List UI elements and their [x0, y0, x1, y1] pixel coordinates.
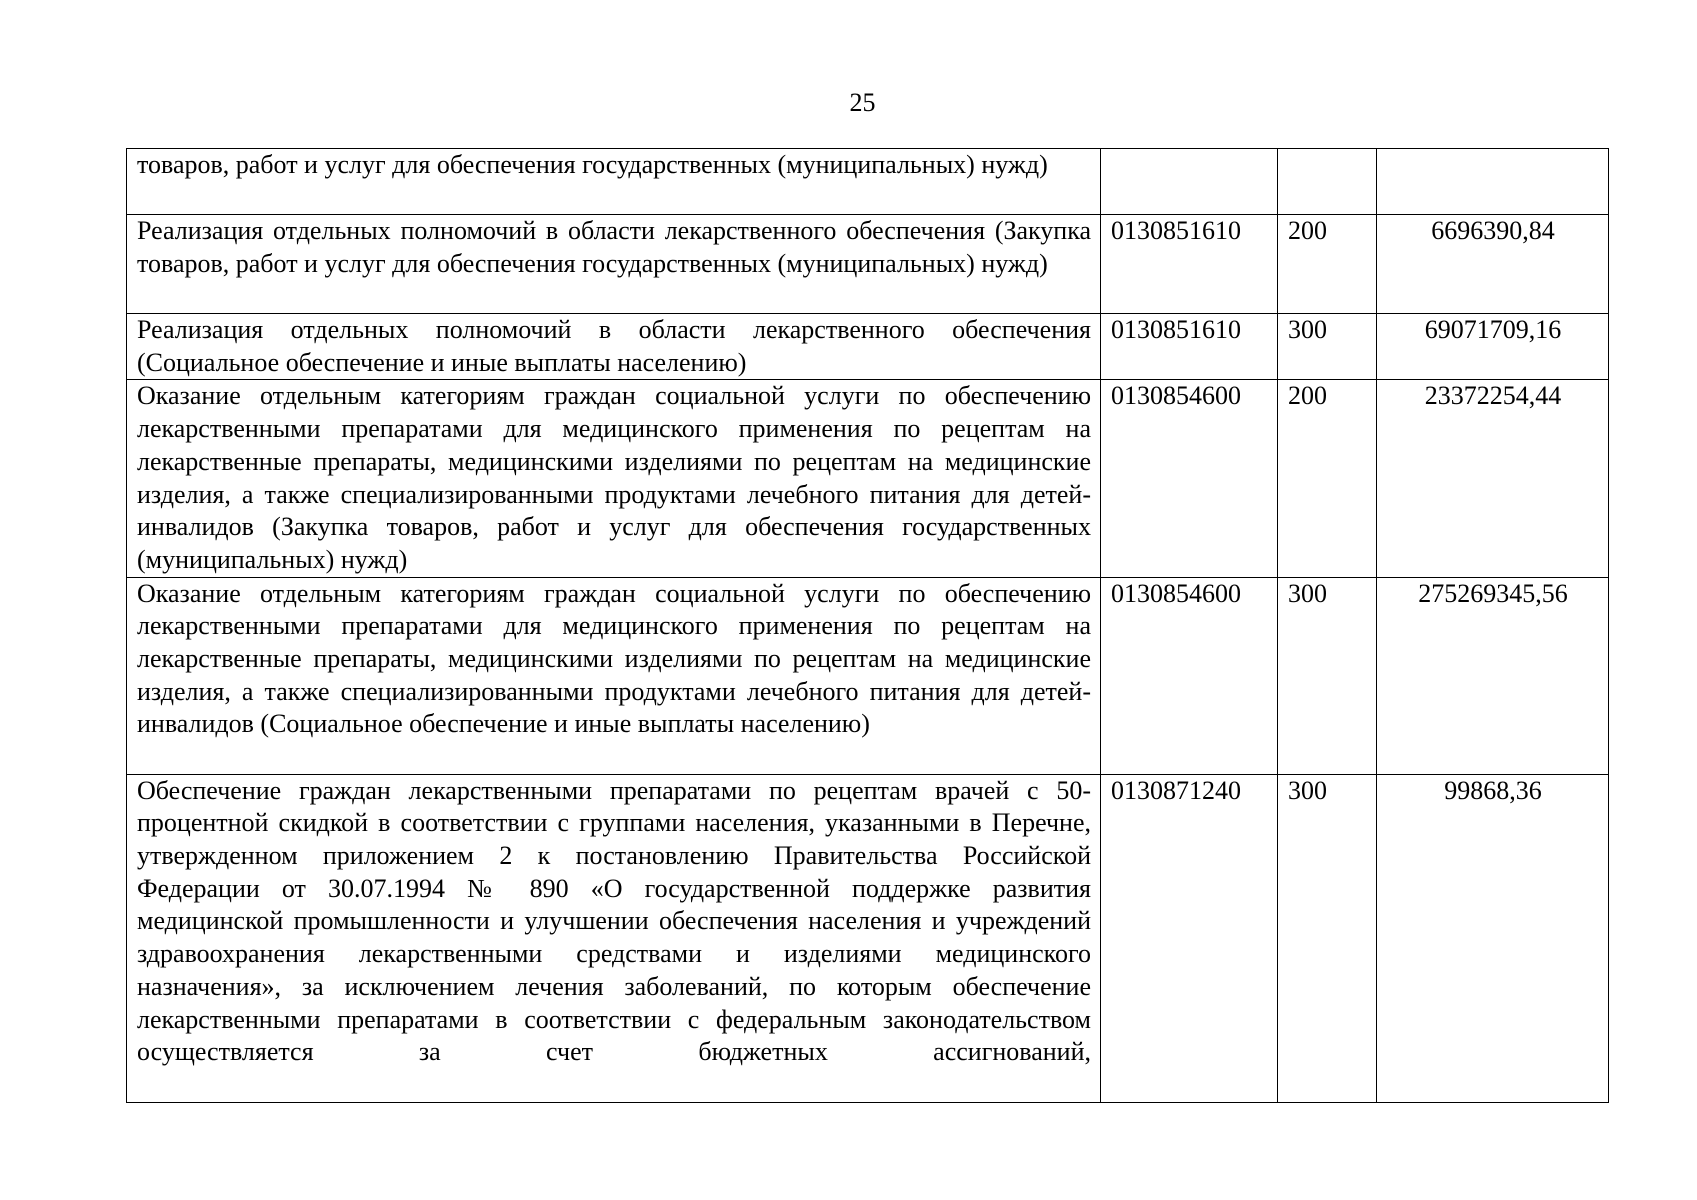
row-expense-type-cell	[1278, 149, 1377, 215]
row-expense-type-cell: 200	[1278, 380, 1377, 577]
table-row	[127, 314, 1609, 380]
row-expense-type-cell: 300	[1278, 774, 1377, 1102]
budget-table	[126, 148, 1609, 1103]
row-code-cell: 0130851610	[1101, 215, 1278, 314]
row-code-cell: 0130851610	[1101, 314, 1278, 380]
table-row	[127, 577, 1609, 774]
row-amount-cell: 23372254,44	[1377, 380, 1609, 577]
row-expense-type-cell: 300	[1278, 577, 1377, 774]
row-amount-cell	[1377, 149, 1609, 215]
row-name-cell: Оказание отдельным категориям граждан социальной услуги по обеспечению лекарственными препаратами для медицинского применения по рецептам на лекарственные препараты, медицинскими изделиями по рецептам на медицинские изделия, а также специализированными продуктами лечебного питания для детей-инвалидов (Социальное обеспечение и иные выплаты населению)	[127, 577, 1101, 774]
row-expense-type-cell: 300	[1278, 314, 1377, 380]
row-amount-cell: 6696390,84	[1377, 215, 1609, 314]
row-code-cell: 0130854600	[1101, 577, 1278, 774]
page-number: 25	[849, 88, 876, 117]
table-row	[127, 380, 1609, 577]
row-amount-cell: 99868,36	[1377, 774, 1609, 1102]
table-row	[127, 774, 1609, 1102]
row-code-cell: 0130854600	[1101, 380, 1278, 577]
row-amount-cell: 275269345,56	[1377, 577, 1609, 774]
row-code-cell	[1101, 149, 1278, 215]
table-row	[127, 149, 1609, 215]
row-name-cell: товаров, работ и услуг для обеспечения государственных (муниципальных) нужд)	[127, 149, 1101, 215]
row-code-cell: 0130871240	[1101, 774, 1278, 1102]
row-name-cell: Оказание отдельным категориям граждан социальной услуги по обеспечению лекарственными препаратами для медицинского применения по рецептам на лекарственные препараты, медицинскими изделиями по рецептам на медицинские изделия, а также специализированными продуктами лечебного питания для детей-инвалидов (Закупка товаров, работ и услуг для обеспечения государственных (муниципальных) нужд)	[127, 380, 1101, 577]
table-row	[127, 215, 1609, 314]
row-expense-type-cell: 200	[1278, 215, 1377, 314]
row-name-cell: Обеспечение граждан лекарственными препаратами по рецептам врачей с 50-процентной скидкой в соответствии с группами населения, указанными в Перечне, утвержденном приложением 2 к постановлению Правительства Российской Федерации от 30.07.1994 № 890 «О государственной поддержке развития медицинской промышленности и улучшении обеспечения населения и учреждений здравоохранения лекарственными средствами и изделиями медицинского назначения», за исключением лечения заболеваний, по которым обеспечение лекарственными препаратами в соответствии с федеральным законодательством осуществляется за счет бюджетных ассигнований,	[127, 774, 1101, 1102]
row-amount-cell: 69071709,16	[1377, 314, 1609, 380]
row-name-cell: Реализация отдельных полномочий в области лекарственного обеспечения (Закупка товаров, работ и услуг для обеспечения государственных (муниципальных) нужд)	[127, 215, 1101, 314]
row-name-cell: Реализация отдельных полномочий в области лекарственного обеспечения (Социальное обеспечение и иные выплаты населению)	[127, 314, 1101, 380]
